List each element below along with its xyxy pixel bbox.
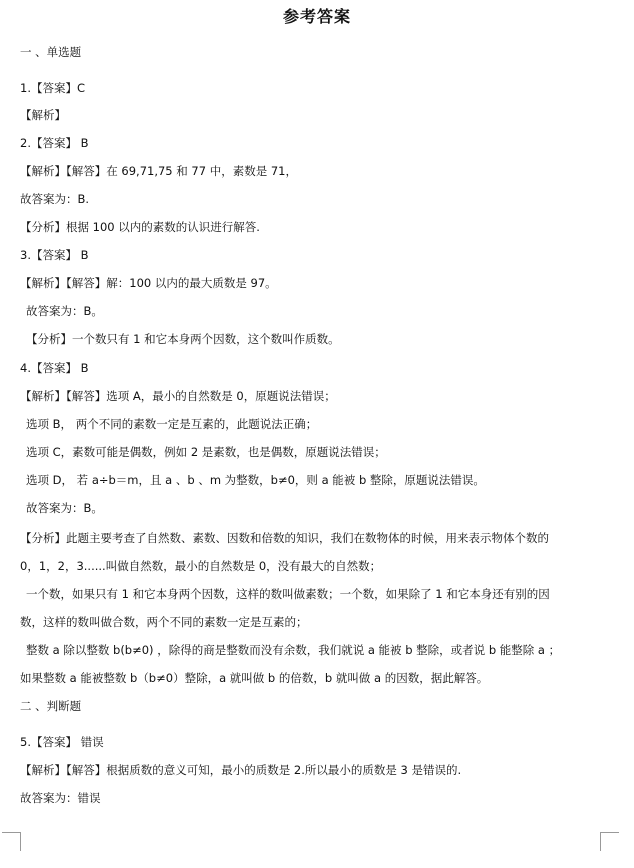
answer-line: 3.【答案】 B — [20, 248, 89, 262]
analysis-line: 整数 a 除以整数 b(b≠0) ，除得的商是整数而没有余数，我们就说 a 能被 b 整除，或者说 b 能整除 a ； — [26, 643, 561, 657]
option-line: 选项 D， 若 a÷b＝m，且 a 、b 、m 为整数，b≠0，则 a 能被 b 整除，原题说法错误。 — [26, 473, 485, 487]
analysis-line: 【分析】此题主要考查了自然数、素数、因数和倍数的知识，我们在数物体的时候，用来表示物体个数的 — [20, 531, 549, 545]
answer-line: 5.【答案】 错误 — [20, 735, 104, 749]
analysis-line: 【解析】【解答】在 69,71,75 和 77 中，素数是 71， — [20, 164, 298, 178]
page-corner-mark-left — [2, 832, 21, 851]
analysis-line: 【解析】【解答】解：100 以内的最大质数是 97。 — [20, 276, 277, 290]
conclusion-line: 故答案为：B。 — [26, 304, 103, 318]
analysis-line: 【解析】【解答】根据质数的意义可知，最小的质数是 2.所以最小的质数是 3 是错误的. — [20, 763, 462, 777]
analysis-line: 一个数，如果只有 1 和它本身两个因数，这样的数叫做素数；一个数，如果除了 1 和它本身还有别的因 — [26, 587, 550, 601]
analysis-line: 【解析】【解答】选项 A，最小的自然数是 0，原题说法错误； — [20, 389, 336, 403]
page-title: 参考答案 — [282, 7, 351, 26]
answer-line: 4.【答案】 B — [20, 361, 89, 375]
conclusion-line: 故答案为：B。 — [26, 501, 103, 515]
analysis-line: 数，这样的数叫做合数，两个不同的素数一定是互素的； — [20, 615, 308, 629]
section-heading-single-choice: 一 、单选题 — [20, 45, 82, 59]
analysis-line: 【分析】根据 100 以内的素数的认识进行解答. — [20, 220, 260, 234]
answer-line: 2.【答案】 B — [20, 136, 89, 150]
page-corner-mark-right — [600, 832, 619, 851]
analysis-line: 如果整数 a 能被整数 b（b≠0）整除，a 就叫做 b 的倍数，b 就叫做 a 的因数，据此解答。 — [20, 671, 489, 685]
analysis-line: 0，1，2，3......叫做自然数，最小的自然数是 0，没有最大的自然数； — [20, 559, 382, 573]
conclusion-line: 故答案为：B. — [20, 192, 90, 206]
analysis-line: 【解析】 — [20, 108, 66, 122]
answer-line: 1.【答案】C — [20, 81, 86, 95]
analysis-line: 【分析】一个数只有 1 和它本身两个因数，这个数叫作质数。 — [26, 332, 340, 346]
option-line: 选项 B， 两个不同的素数一定是互素的，此题说法正确； — [26, 417, 318, 431]
option-line: 选项 C，素数可能是偶数，例如 2 是素数，也是偶数，原题说法错误； — [26, 445, 386, 459]
section-heading-judgment: 二 、判断题 — [20, 699, 82, 713]
conclusion-line: 故答案为：错误 — [20, 791, 101, 805]
